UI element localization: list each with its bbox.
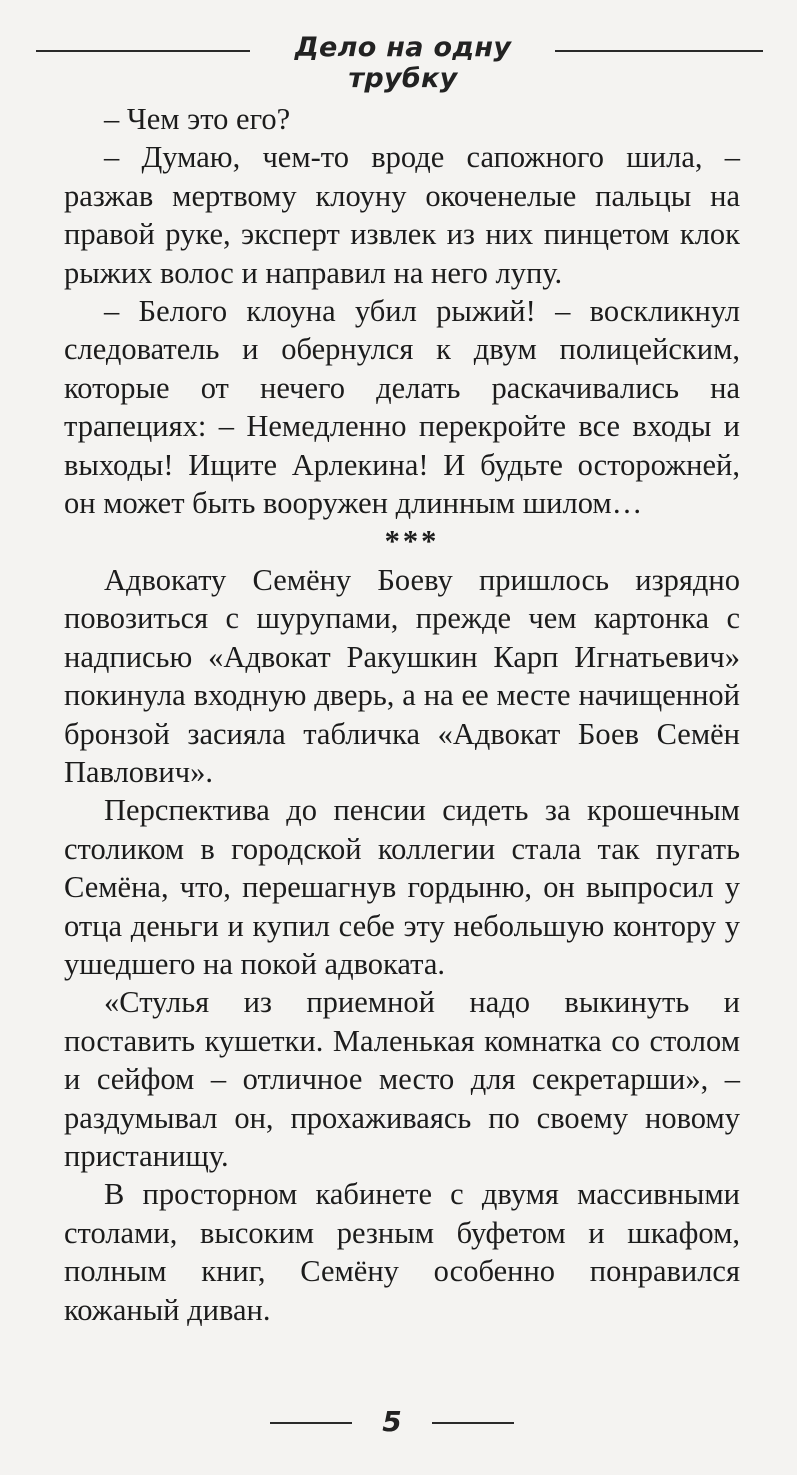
footer-rule-left — [270, 1422, 352, 1424]
header-rule-left — [36, 50, 250, 52]
page-number: 5 — [382, 1405, 402, 1438]
paragraph: В просторном кабинете с двумя массивными столами, высоким резным буфетом и шкафом, полным книг, Семёну особенно понравился кожаный диван. — [64, 1177, 740, 1327]
section-separator: *** — [384, 524, 440, 559]
paragraph: Адвокату Семёну Боеву пришлось изрядно повозиться с шурупами, прежде чем картонка с надписью «Адвокат Ракушкин Карп Игнатьевич» покинула входную дверь, а на ее месте начищенной бронзой засияла табличка «Адвокат Боев Семён Павлович». — [64, 562, 740, 789]
footer-rule-right — [432, 1422, 514, 1424]
page-header — [36, 30, 763, 94]
body-text — [64, 100, 740, 1329]
paragraph: – Думаю, чем-то вроде сапожного шила, – разжав мертвому клоуну окоченелые пальцы на правой руке, эксперт извлек из них пинцетом клок рыжих волос и направил на него лупу. — [64, 140, 740, 290]
header-rule-right — [555, 50, 763, 52]
page-footer — [270, 1403, 514, 1443]
paragraph: «Стулья из приемной надо выкинуть и поставить кушетки. Маленькая комнатка со столом и сейфом – отличное место для секретарши», – раздумывал он, прохаживаясь по своему новому пристанищу. — [64, 985, 740, 1173]
paragraph: – Белого клоуна убил рыжий! – воскликнул следователь и обернулся к двум полицейским, которые от нечего делать раскачивались на трапециях: – Немедленно перекройте все входы и выходы! Ищите Арлекина! И будьте осторожней, он может быть вооружен длинным шилом… — [64, 294, 740, 521]
paragraph: – Чем это его? — [104, 102, 291, 136]
running-title: Дело на одну трубку — [294, 32, 512, 94]
paragraph: Перспектива до пенсии сидеть за крошечным столиком в городской коллегии стала так пугать Семёна, что, перешагнув гордыню, он выпросил у отца деньги и купил себе эту небольшую контору у ушедшего на покой адвоката. — [64, 793, 740, 981]
